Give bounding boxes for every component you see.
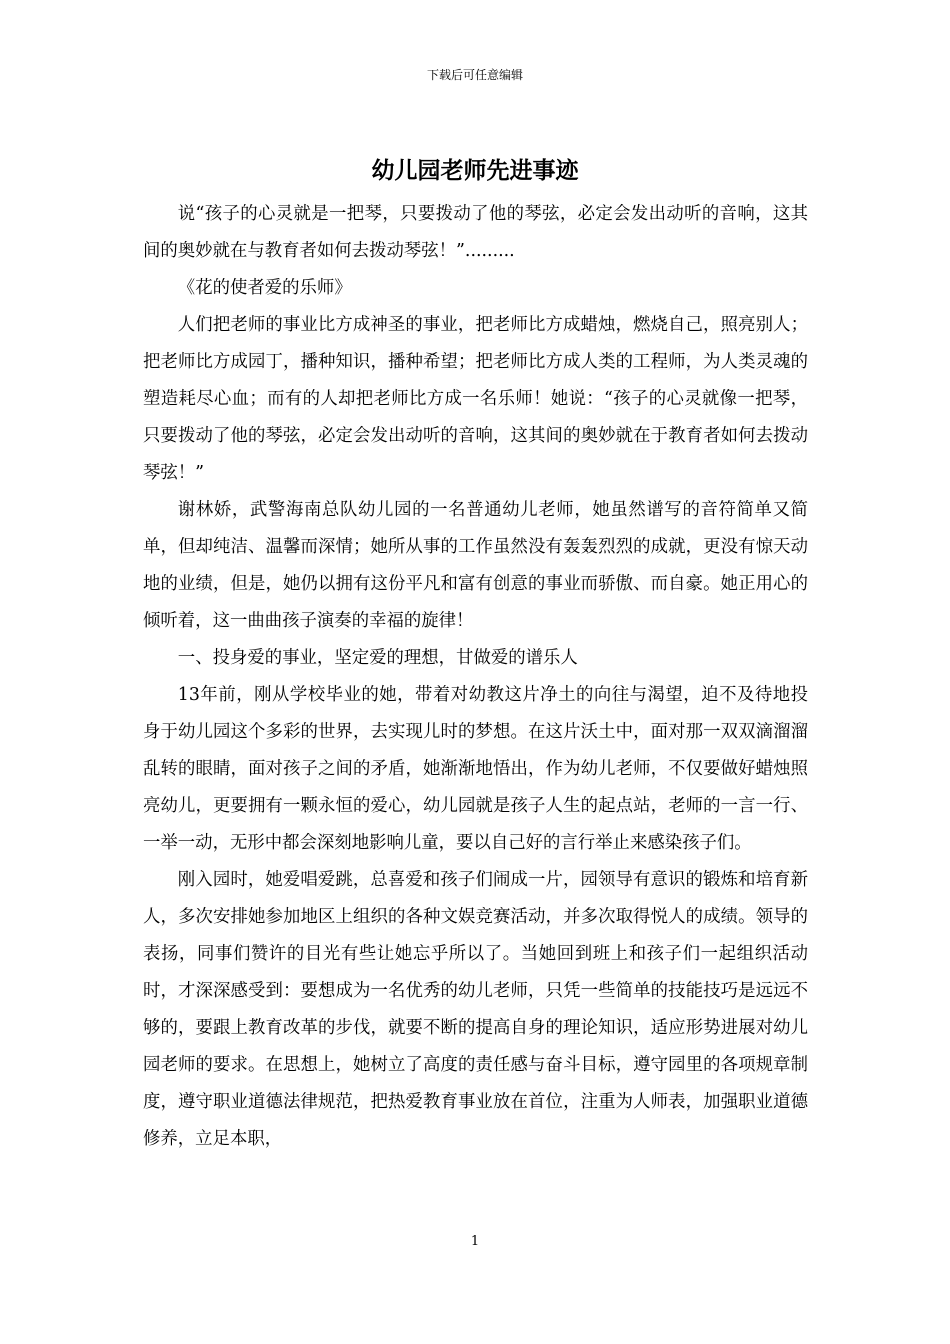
- section-heading: 一、投身爱的事业，坚定爱的理想，甘做爱的谱乐人: [177, 648, 578, 668]
- paragraph-intro: 人们把老师的事业比方成神圣的事业，把老师比方成蜡烛，燃烧自己，照亮别人；把老师比方成园丁，播种知识，播种希望；把老师比方成人类的工程师，为人类灵魂的塑造耗尽心血；而有的人却把老师比方成一名乐师！她说：“孩子的心灵就像一把琴，只要拨动了他的琴弦，必定会发出动听的音响，这其间的奥妙就在于教育者如何去拨动琴弦！”: [143, 315, 808, 483]
- paragraph-quote: 说“孩子的心灵就是一把琴，只要拨动了他的琴弦，必定会发出动听的音响，这其间的奥妙就在与教育者如何去拨动琴弦！”.........: [143, 204, 808, 261]
- header-note: 下载后可任意编辑: [426, 68, 523, 82]
- paragraph-profile: 谢林娇，武警海南总队幼儿园的一名普通幼儿老师，她虽然谱写的音符简单又简单，但却纯洁、温馨而深情；她所从事的工作虽然没有轰轰烈烈的成就，更没有惊天动地的业绩，但是，她仍以拥有这份平凡和富有创意的事业而骄傲、而自豪。她正用心的倾听着，这一曲曲孩子演奏的幸福的旋律！: [143, 500, 808, 631]
- document-title: 幼儿园老师先进事迹: [371, 157, 579, 184]
- paragraph-subtitle: 《花的使者爱的乐师》: [177, 278, 352, 298]
- document-body: [143, 196, 808, 1158]
- paragraph-growth: 刚入园时，她爱唱爱跳，总喜爱和孩子们闹成一片，园领导有意识的锻炼和培育新人，多次安排她参加地区上组织的各种文娱竞赛活动，并多次取得悦人的成绩。领导的表扬，同事们赞许的目光有些让她忘乎所以了。当她回到班上和孩子们一起组织活动时，才深深感受到：要想成为一名优秀的幼儿老师，只凭一些简单的技能技巧是远远不够的，要跟上教育改革的步伐，就要不断的提高自身的理论知识，适应形势进展对幼儿园老师的要求。在思想上，她树立了高度的责任感与奋斗目标，遵守园里的各项规章制度，遵守职业道德法律规范，把热爱教育事业放在首位，注重为人师表，加强职业道德修养，立足本职，: [143, 870, 808, 1149]
- paragraph-early-career: 13年前，刚从学校毕业的她，带着对幼教这片净土的向往与渴望，迫不及待地投身于幼儿园这个多彩的世界，去实现儿时的梦想。在这片沃土中，面对那一双双滴溜溜乱转的眼睛，面对孩子之间的矛盾，她渐渐地悟出，作为幼儿老师，不仅要做好蜡烛照亮幼儿，更要拥有一颗永恒的爱心，幼儿园就是孩子人生的起点站，老师的一言一行、一举一动，无形中都会深刻地影响儿童，要以自己好的言行举止来感染孩子们。: [143, 685, 808, 853]
- page-number: 1: [470, 1234, 480, 1249]
